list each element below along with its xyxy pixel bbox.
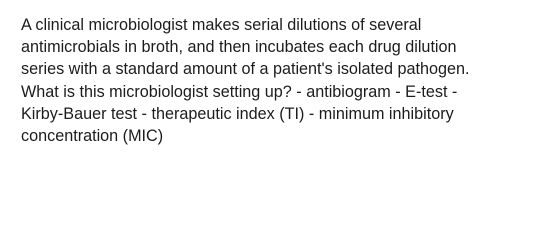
question-line: A clinical microbiologist makes serial dilutions of several xyxy=(21,16,422,34)
question-line: concentration (MIC) xyxy=(21,127,164,146)
question-line: series with a standard amount of a patient's isolated pathogen. xyxy=(21,60,470,79)
question-line: antimicrobials in broth, and then incubates each drug dilution xyxy=(21,38,457,57)
question-text xyxy=(21,14,551,147)
question-line: What is this microbiologist setting up? - antibiogram - E-test - xyxy=(21,82,458,101)
question-line: Kirby-Bauer test - therapeutic index (TI) - minimum inhibitory xyxy=(21,104,454,123)
